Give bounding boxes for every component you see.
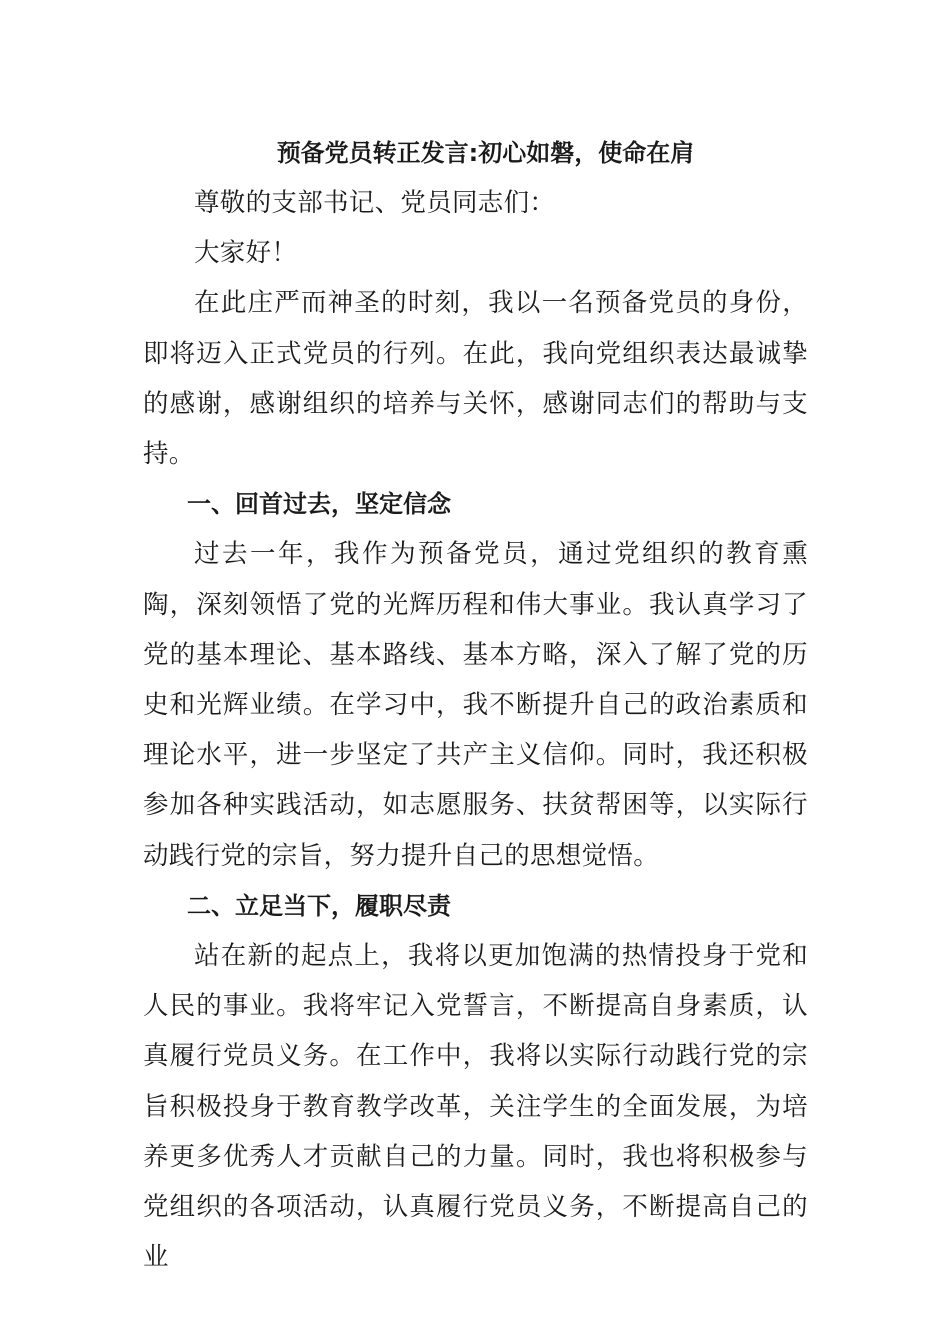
document-title: 预备党员转正发言:初心如磐，使命在肩 (276, 139, 695, 167)
salutation: 尊敬的支部书记、党员同志们： (194, 188, 556, 218)
section-body-1: 过去一年，我作为预备党员，通过党组织的教育熏陶，深刻领悟了党的光辉历程和伟大事业。我认真学习了党的基本理论、基本路线、基本方略，深入了解了党的历史和光辉业绩。在学习中，我不断提升自己的政治素质和理论水平，进一步坚定了共产主义信仰。同时，我还积极参加各种实践活动，如志愿服务、扶贫帮困等，以实际行动践行党的宗旨，努力提升自己的思想觉悟。 (143, 539, 808, 871)
section-heading-2: 二、立足当下，履职尽责 (187, 891, 451, 920)
document-body (143, 128, 808, 1282)
greeting: 大家好！ (194, 238, 298, 269)
section-heading-1: 一、回首过去，坚定信念 (187, 490, 451, 519)
section-body-2: 站在新的起点上，我将以更加饱满的热情投身于党和人民的事业。我将牢记入党誓言，不断提高自身素质，认真履行党员义务。在工作中，我将以实际行动践行党的宗旨积极投身于教育教学改革，关注学生的全面发展，为培养更多优秀人才贡献自己的力量。同时，我也将积极参与党组织的各项活动，认真履行党员义务，不断提高自己的业 (143, 941, 808, 1273)
intro-paragraph: 在此庄严而神圣的时刻，我以一名预备党员的身份，即将迈入正式党员的行列。在此，我向党组织表达最诚挚的感谢，感谢组织的培养与关怀，感谢同志们的帮助与支持。 (143, 288, 808, 470)
